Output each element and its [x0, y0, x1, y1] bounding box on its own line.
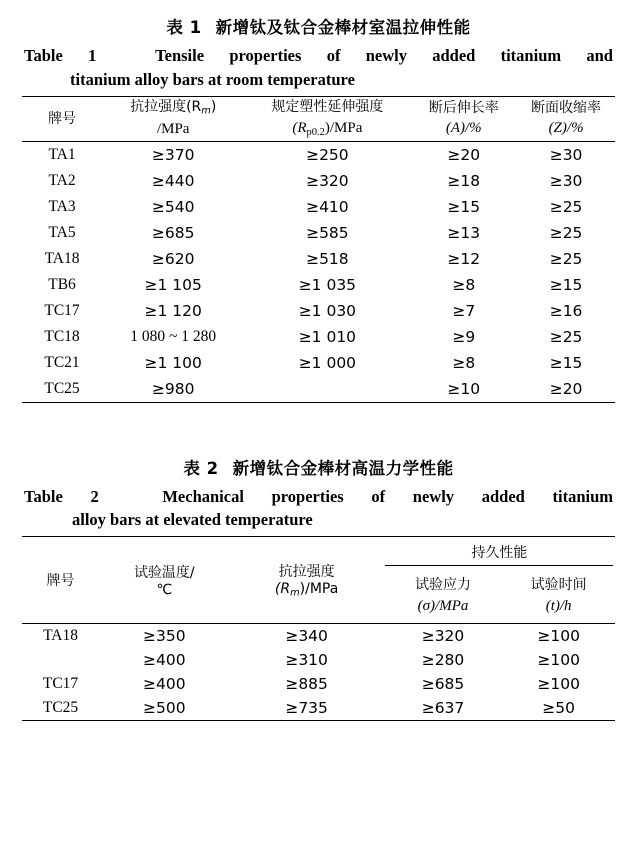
table2-header-endurance-group	[384, 537, 615, 572]
table2-cell-temp: ≥500	[99, 696, 229, 721]
table1-cell-a: ≥10	[410, 376, 517, 403]
table1-header-proof-strength	[244, 96, 410, 141]
table-row	[22, 272, 615, 298]
table2-header-stress-unit: (σ)/MPa	[417, 597, 469, 614]
table2-title-english	[22, 485, 615, 533]
table1-cell-z: ≥30	[549, 171, 583, 190]
table1-cell-a: ≥7	[452, 301, 476, 320]
table2-header-grade: 牌号	[22, 537, 99, 624]
table2-caption-en-line2: alloy bars at elevated temperature	[72, 510, 313, 530]
table2-cell-time: ≥50	[502, 696, 615, 721]
table1-cell-a: ≥8	[452, 275, 476, 294]
table1-cell-a: ≥9	[452, 327, 476, 346]
table1-cell-rm: ≥370	[102, 141, 244, 168]
table1-cell-grade: TA18	[44, 249, 80, 267]
table2-number-cn: 表 2	[183, 458, 219, 478]
table2-cell-grade: TC17	[42, 674, 79, 692]
table2-cell-stress: ≥637	[384, 696, 503, 721]
table1-cell-rm: ≥1 100	[144, 353, 202, 372]
table-row	[22, 696, 615, 721]
table1-cell-grade: TA2	[48, 171, 76, 189]
table1-header-grade: 牌号	[22, 96, 102, 141]
table1-cell-rm: ≥620	[151, 249, 195, 268]
table-row	[22, 672, 615, 696]
table1-cell-z: ≥25	[549, 249, 583, 268]
table1-header-rp-post: )/MPa	[324, 119, 363, 136]
document-page	[0, 14, 637, 849]
table2-caption-cn: 新增钛合金棒材高温力学性能	[232, 458, 454, 478]
table2-cell-temp: ≥350	[99, 623, 229, 648]
table1-cell-z: ≥15	[549, 353, 583, 372]
table-row	[22, 350, 615, 376]
table1-cell-rm: ≥980	[102, 376, 244, 403]
table2-cell-grade: TC25	[22, 696, 99, 721]
table2-cell-stress: ≥320	[384, 623, 503, 648]
table1-cell-rm: ≥685	[151, 223, 195, 242]
table-row	[22, 623, 615, 648]
table2-header-stress-label: 试验应力	[415, 577, 471, 594]
table1-caption-en-line1: Table 1 Tensile properties of newly added titanium and	[24, 46, 613, 65]
table1-header-reduction	[517, 96, 615, 141]
table2-header-endurance-label: 持久性能	[385, 542, 613, 566]
table1-header-elongation	[410, 96, 517, 141]
table2-title-chinese	[22, 455, 615, 479]
table1-header-reduction-label: 断面收缩率	[531, 99, 602, 116]
table1-header-elongation-label: 断后伸长率	[428, 99, 499, 116]
table1-cell-rp: ≥1 035	[298, 275, 357, 294]
table2-cell-rm: ≥310	[285, 650, 328, 669]
table1-header-rp-sub: p0.2	[306, 126, 325, 138]
table1-cell-rm: 1 080 ~ 1 280	[130, 327, 217, 345]
table-row	[22, 194, 615, 220]
table1-cell-z: ≥25	[549, 197, 583, 216]
table2-cell-grade	[22, 648, 99, 672]
table1-number-cn: 表 1	[166, 18, 202, 37]
table1-header-rm-sub: m	[201, 105, 211, 117]
table2-header-time	[502, 571, 615, 623]
table2	[22, 536, 615, 721]
table1-cell-rp: ≥1 010	[298, 327, 357, 346]
table1-title-english	[22, 44, 615, 92]
table2-group-header-row	[22, 537, 615, 572]
table2-header-time-label: 试验时间	[530, 577, 587, 594]
table2-cell-time: ≥100	[537, 650, 580, 669]
table-row	[22, 324, 615, 350]
table1-cell-a: ≥18	[447, 171, 481, 190]
table1-header-tensile-label: 抗拉强度(R	[130, 98, 202, 115]
table1-caption-en-line2: titanium alloy bars at room temperature	[70, 69, 355, 89]
table1-cell-grade: TA5	[48, 223, 76, 241]
table1-cell-grade: TC21	[44, 353, 80, 371]
table2-header-tensile-unit	[274, 581, 339, 600]
table2-cell-rm: ≥735	[230, 696, 384, 721]
table2-cell-rm: ≥340	[230, 623, 384, 648]
table-row	[22, 298, 615, 324]
table1-header-tensile-unit: /MPa	[156, 120, 190, 137]
table1-cell-rp: ≥410	[306, 197, 349, 216]
table1-cell-grade: TB6	[48, 275, 76, 293]
table1-cell-a: ≥8	[452, 353, 476, 372]
table1-cell-rm: ≥440	[151, 171, 195, 190]
table2-cell-time: ≥100	[502, 623, 615, 648]
table1-cell-z: ≥15	[549, 275, 583, 294]
table1-header-rp-pre: (R	[292, 119, 307, 136]
table2-cell-stress: ≥280	[421, 650, 465, 669]
table2-header-tensile	[230, 537, 384, 624]
table1-cell-rp: ≥250	[244, 141, 410, 168]
table1	[22, 96, 615, 403]
table1-cell-grade: TA3	[48, 197, 76, 215]
table1-cell-rp: ≥585	[306, 223, 349, 242]
table2-cell-time: ≥100	[537, 674, 580, 693]
table1-cell-rp: ≥1 000	[298, 353, 357, 372]
table1-cell-z: ≥16	[549, 301, 583, 320]
table1-header-elongation-unit: (A)/%	[445, 119, 482, 136]
table2-header-temperature-label: 试验温度/	[133, 565, 195, 582]
table-row	[22, 168, 615, 194]
table1-cell-rm: ≥1 105	[144, 275, 202, 294]
table1-cell-a: ≥12	[447, 249, 481, 268]
table2-header-temperature	[99, 537, 229, 624]
table-row	[22, 141, 615, 168]
table1-header-reduction-unit: (Z)/%	[548, 119, 584, 136]
table1-cell-grade: TC17	[44, 301, 80, 319]
table1-title-chinese	[22, 14, 615, 38]
table2-header-temperature-unit: ℃	[156, 582, 173, 599]
table2-header-time-unit: (t)/h	[545, 597, 572, 614]
table1-header-proof-label: 规定塑性延伸强度	[271, 99, 384, 116]
table1-cell-rp: ≥518	[306, 249, 349, 268]
table-row	[22, 648, 615, 672]
section-spacer	[22, 403, 615, 441]
table2-header-rm-pre: (R	[274, 581, 291, 598]
table1-cell-rp: ≥320	[306, 171, 349, 190]
table2-header-stress	[384, 571, 503, 623]
table1-cell-a: ≥15	[447, 197, 481, 216]
table-row	[22, 246, 615, 272]
table-row	[22, 220, 615, 246]
table1-cell-a: ≥20	[410, 141, 517, 168]
table1-cell-z: ≥25	[549, 223, 583, 242]
table1-cell-rm: ≥540	[151, 197, 195, 216]
table2-cell-temp: ≥400	[143, 650, 186, 669]
table-row	[22, 376, 615, 403]
table1-cell-rp: ≥1 030	[298, 301, 357, 320]
table1-header-tensile-strength	[102, 96, 244, 141]
table1-cell-a: ≥13	[447, 223, 481, 242]
table1-cell-grade: TC25	[22, 376, 102, 403]
table2-caption-en-line1: Table 2 Mechanical properties of newly added titanium	[24, 486, 613, 506]
table2-cell-rm: ≥885	[285, 674, 328, 693]
table1-cell-grade: TA1	[22, 141, 102, 168]
table1-header-row	[22, 96, 615, 141]
table1-caption-cn: 新增钛及钛合金棒材室温拉伸性能	[215, 18, 471, 37]
table2-header-tensile-label: 抗拉强度	[278, 564, 335, 581]
table2-header-rm-sub: m	[290, 588, 300, 600]
table2-cell-grade: TA18	[22, 623, 99, 648]
table1-cell-z: ≥30	[517, 141, 615, 168]
table1-cell-grade: TC18	[44, 327, 80, 345]
table2-header-rm-post: )/MPa	[299, 581, 339, 598]
table1-header-proof-unit	[292, 120, 362, 136]
table1-header-rm-paren: )	[210, 98, 217, 115]
table1-cell-z: ≥25	[549, 327, 583, 346]
table1-cell-rp	[244, 376, 410, 403]
table1-cell-z: ≥20	[517, 376, 615, 403]
table2-cell-stress: ≥685	[421, 674, 465, 693]
table1-cell-rm: ≥1 120	[144, 301, 202, 320]
table2-cell-temp: ≥400	[143, 674, 186, 693]
